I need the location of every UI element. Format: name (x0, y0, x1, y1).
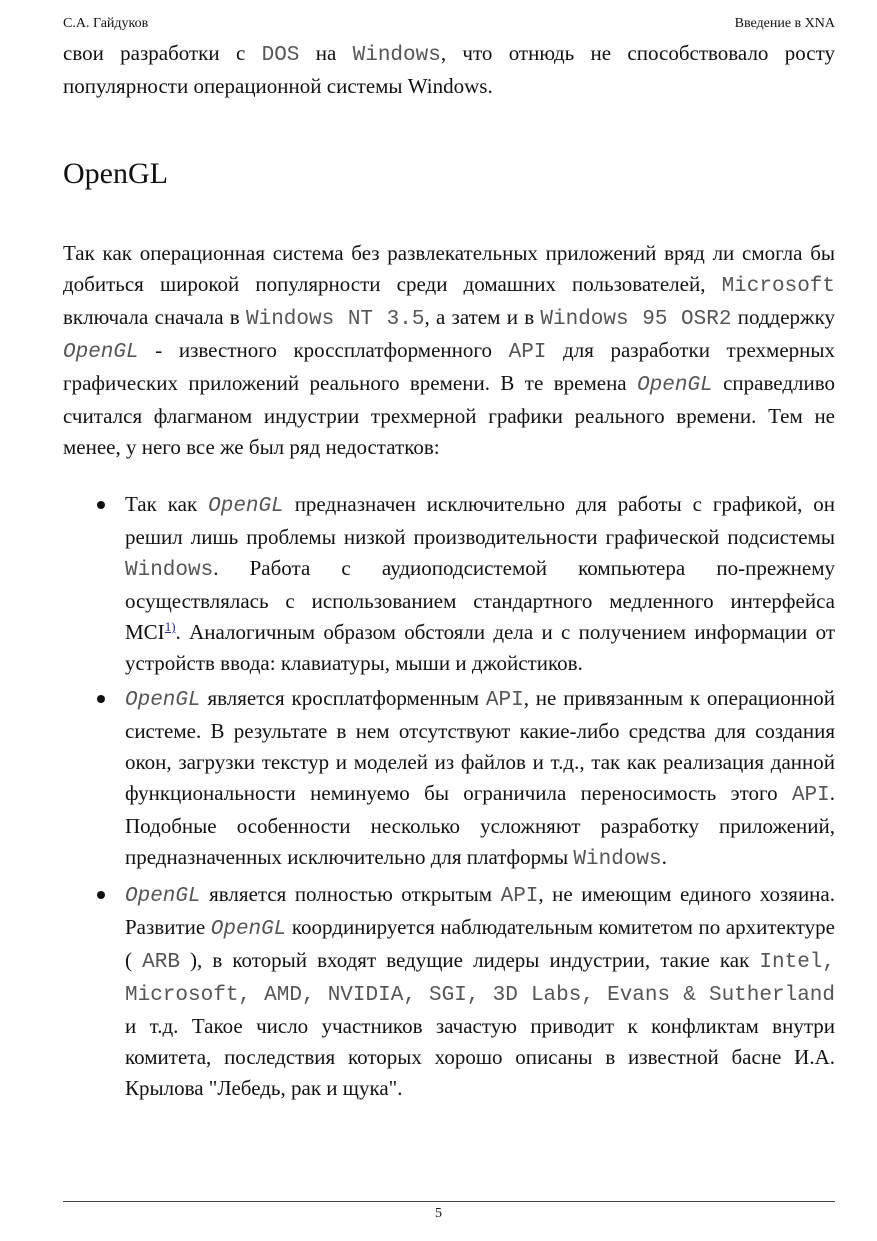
code-term-italic: OpenGL (210, 918, 287, 941)
code-term: Intel, Microsoft, AMD, NVIDIA, SGI, 3D Labs, Evans & Sutherland (125, 951, 836, 1007)
page-header (63, 16, 835, 32)
code-term-italic: OpenGL (63, 341, 139, 364)
list-item: Так как OpenGL предназначен исключительно для работы с графикой, он решил лишь проблемы низкой производительности графической подсистемы Windows. Работа с аудиоподсистемой компьютера по-прежнему осуществлялась с использованием стандартного медленного интерфейса MCI$^{1)}$. Аналогичным образом обстояли дела и с получением информации от устройств ввода: клавиатуры, мыши и джойстиков. (125, 489, 835, 679)
list-item: OpenGL является кросплатформенным API, не привязанным к операционной системе. В результате в нем отсутствуют какие-либо средства для создания окон, загрузки текстур и моделей из файлов и т.д., так как реализация данной функциональности неминуемо бы ограничила переносимость этого API. Подобные особенности несколько усложняют разработку приложений, предназначенных исключительно для платформы Windows. (125, 683, 835, 875)
paragraph-opengl-intro: Так как операционная система без развлекательных приложений вряд ли смогла бы добиться широкой популярности среди домашних пользователей, Microsoft включала сначала в Windows NT 3.5, а затем и в Windows 95 OSR2 поддержку OpenGL - известного кроссплатформенного API для разработки трехмерных графических приложений реального времени. В те времена OpenGL справедливо считался флагманом индустрии трехмерной графики реального времени. Тем не менее, у него все же был ряд недостатков: (63, 241, 835, 459)
code-term-italic: OpenGL (637, 374, 713, 397)
code-term: Windows NT 3.5 (245, 308, 425, 331)
header-title: Введение в XNA (734, 16, 835, 31)
footer-divider (63, 1201, 835, 1202)
page-content (63, 38, 835, 1108)
code-term-italic: OpenGL (208, 495, 284, 518)
code-term: ARB (142, 951, 180, 974)
drawbacks-list (63, 489, 835, 1104)
code-term: Windows (352, 44, 441, 67)
code-term: API (500, 885, 539, 908)
list-item: OpenGL является полностью открытым API, не имеющим единого хозяина. Развитие OpenGL координируется наблюдательным комитетом по архитектуре ( ARB ), в который входят ведущие лидеры индустрии, такие как Intel, Microsoft, AMD, NVIDIA, SGI, 3D Labs, Evans & Sutherland и т.д. Такое число участников зачастую приводит к конфликтам внутри комитета, последствия которых хорошо описаны в известной басне И.А. Крылова "Лебедь, рак и щука". (125, 879, 835, 1104)
page-number: 5 (435, 1206, 442, 1221)
code-term: DOS (261, 44, 300, 67)
code-term-italic: OpenGL (125, 689, 201, 712)
code-term: API (485, 689, 524, 712)
section-heading: OpenGL (63, 157, 168, 190)
code-term-italic: OpenGL (125, 885, 201, 908)
code-term: API (508, 341, 547, 364)
footnote-link[interactable]: 1) (164, 619, 176, 634)
code-term: Microsoft (721, 275, 835, 298)
code-term: Windows (573, 848, 662, 871)
code-term: API (791, 784, 830, 807)
code-term: Windows (125, 559, 214, 582)
header-author: С.А. Гайдуков (63, 16, 149, 31)
code-term: Windows 95 OSR2 (540, 308, 732, 331)
paragraph-continuation: свои разработки с DOS на Windows, что отнюдь не способствовало росту популярности операционной системы Windows. (63, 41, 835, 98)
